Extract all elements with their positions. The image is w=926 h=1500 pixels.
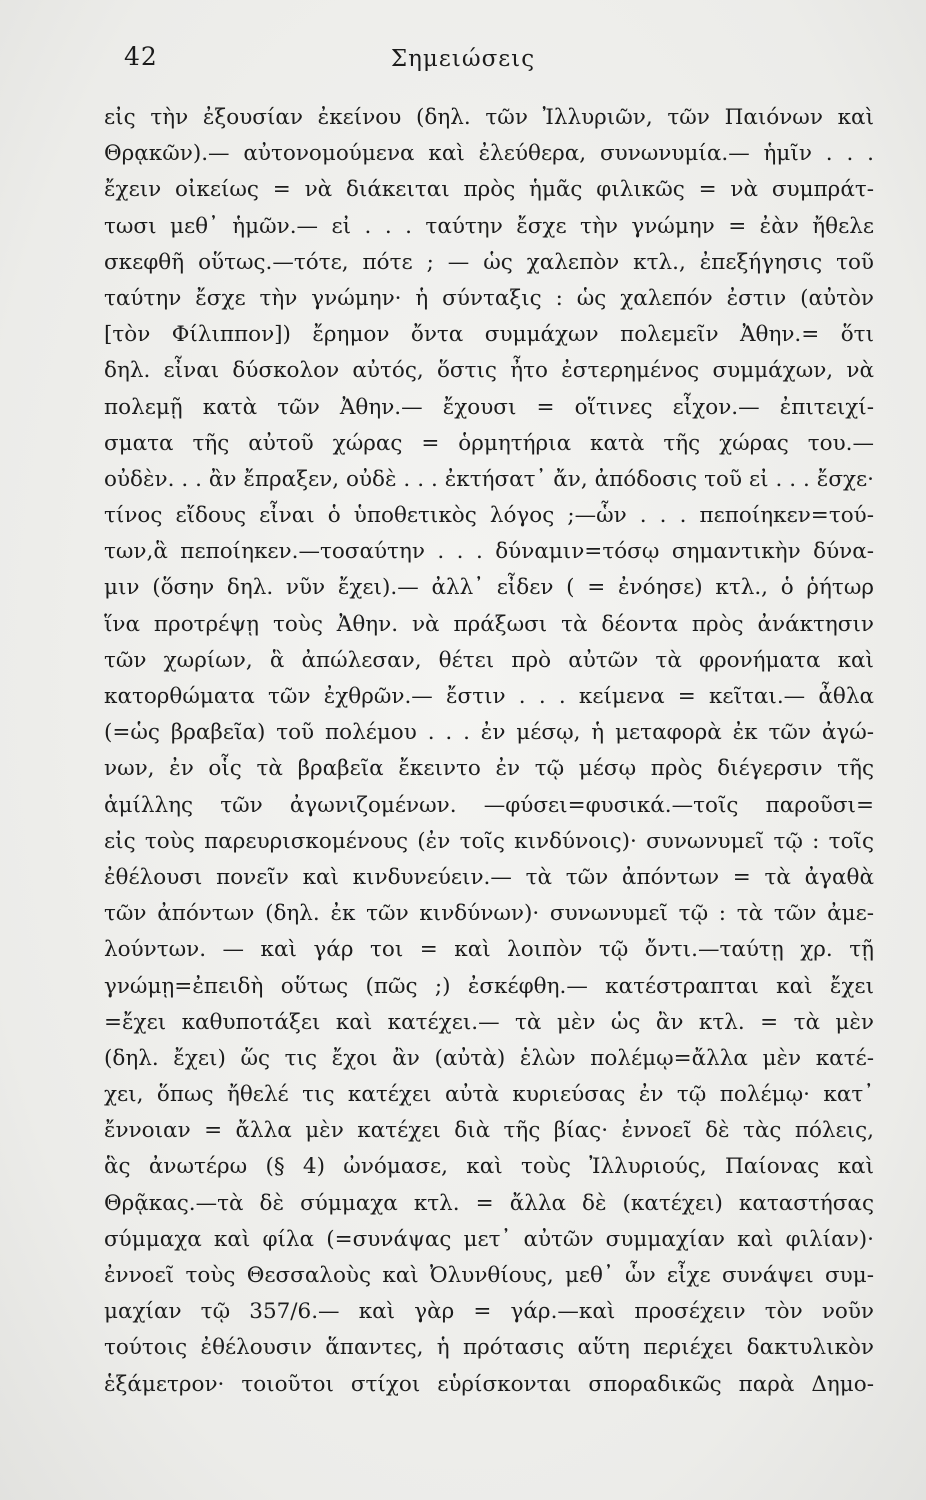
text-line: νων, ἐν οἷς τὰ βραβεῖα ἔκειντο ἐν τῷ μέσῳ πρὸς διέγερσιν τῆς bbox=[104, 756, 874, 782]
text-line: [τὸν Φίλιππον]) ἔρημον ὄντα συμμάχων πολεμεῖν Ἀθην.= ὅτι bbox=[104, 322, 874, 348]
text-line: χει, ὅπως ἤθελέ τις κατέχει αὐτὰ κυριεύσας ἐν τῷ πολέμῳ· κατ᾽ bbox=[104, 1082, 874, 1108]
text-line: πολεμῇ κατὰ τῶν Ἀθην.— ἔχουσι = οἵτινες εἶχον.— ἐπιτειχί- bbox=[104, 394, 874, 420]
text-line: ἐννοεῖ τοὺς Θεσσαλοὺς καὶ Ὀλυνθίους, μεθ᾽ ὧν εἶχε συνάψει συμ- bbox=[104, 1263, 874, 1288]
text-line: των,ἃ πεποίηκεν.—τοσαύτην . . . δύναμιν=τόσῳ σημαντικὴν δύνα- bbox=[104, 539, 874, 565]
notes-body bbox=[104, 100, 874, 1403]
text-line: τούτοις ἐθέλουσιν ἅπαντες, ἡ πρότασις αὕτη περιέχει δακτυλικὸν bbox=[104, 1335, 874, 1361]
page-header bbox=[0, 36, 926, 76]
page-number: 42 bbox=[124, 42, 158, 71]
text-line: ἁμίλλης τῶν ἀγωνιζομένων. —φύσει=φυσικά.—τοῖς παροῦσι= bbox=[104, 792, 874, 818]
text-line: ἐθέλουσι πονεῖν καὶ κινδυνεύειν.— τὰ τῶν ἀπόντων = τὰ ἀγαθὰ bbox=[104, 864, 874, 890]
text-line: Θρᾷκας.—τὰ δὲ σύμμαχα κτλ. = ἄλλα δὲ (κατέχει) καταστήσας bbox=[104, 1190, 874, 1216]
text-line: σύμμαχα καὶ φίλα (=συνάψας μετ᾽ αὐτῶν συμμαχίαν καὶ φιλίαν)· bbox=[104, 1226, 874, 1252]
text-line: τίνος εἴδους εἶναι ὁ ὑποθετικὸς λόγος ;—ὧν . . . πεποίηκεν=τού- bbox=[104, 503, 874, 529]
text-line: =ἔχει καθυποτάξει καὶ κατέχει.— τὰ μὲν ὡς ἂν κτλ. = τὰ μὲν bbox=[104, 1009, 874, 1035]
text-line: ἃς ἀνωτέρω (§ 4) ὠνόμασε, καὶ τοὺς Ἰλλυριούς, Παίονας καὶ bbox=[104, 1154, 874, 1180]
text-line: εἰς τὴν ἐξουσίαν ἐκείνου (δηλ. τῶν Ἰλλυριῶν, τῶν Παιόνων καὶ bbox=[104, 105, 874, 130]
text-line: τωσι μεθ᾽ ἡμῶν.— εἰ . . . ταύτην ἔσχε τὴν γνώμην = ἐὰν ἤθελε bbox=[104, 213, 874, 239]
text-line: ἔχειν οἰκείως = νὰ διάκειται πρὸς ἡμᾶς φιλικῶς = νὰ συμπράτ- bbox=[104, 177, 874, 203]
text-line: σματα τῆς αὐτοῦ χώρας = ὁρμητήρια κατὰ τῆς χώρας του.— bbox=[104, 430, 874, 456]
text-line: (=ὡς βραβεῖα) τοῦ πολέμου . . . ἐν μέσῳ, ἡ μεταφορὰ ἐκ τῶν ἀγώ- bbox=[104, 720, 874, 746]
text-line: οὐδὲν. . . ἂν ἔπραξεν, οὐδὲ . . . ἐκτήσατ᾽ ἄν, ἀπόδοσις τοῦ εἰ . . . ἔσχε· bbox=[104, 466, 874, 492]
text-line: ἑξάμετρον· τοιοῦτοι στίχοι εὑρίσκονται σποραδικῶς παρὰ Δημο- bbox=[104, 1371, 874, 1397]
text-line: τῶν χωρίων, ἃ ἀπώλεσαν, θέτει πρὸ αὐτῶν τὰ φρονήματα καὶ bbox=[104, 647, 874, 673]
text-line: ταύτην ἔσχε τὴν γνώμην· ἡ σύνταξις : ὡς χαλεπόν ἐστιν (αὐτὸν bbox=[104, 285, 874, 311]
text-line: ἔννοιαν = ἄλλα μὲν κατέχει διὰ τῆς βίας· ἐννοεῖ δὲ τὰς πόλεις, bbox=[104, 1118, 874, 1144]
text-line: ἵνα προτρέψῃ τοὺς Ἀθην. νὰ πράξωσι τὰ δέοντα πρὸς ἀνάκτησιν bbox=[104, 611, 874, 637]
text-line: σκεφθῆ οὕτως.—τότε, πότε ; — ὡς χαλεπὸν κτλ., ἐπεξήγησις τοῦ bbox=[104, 249, 874, 275]
text-line: μαχίαν τῷ 357/6.— καὶ γὰρ = γάρ.—καὶ προσέχειν τὸν νοῦν bbox=[104, 1299, 874, 1325]
text-line: γνώμῃ=ἐπειδὴ οὕτως (πῶς ;) ἐσκέφθη.— κατέστραπται καὶ ἔχει bbox=[104, 973, 874, 999]
text-line: Θρᾳκῶν).— αὐτονομούμενα καὶ ἐλεύθερα, συνωνυμία.— ἡμῖν . . . bbox=[104, 141, 874, 167]
text-line: μιν (ὅσην δηλ. νῦν ἔχει).— ἀλλ᾽ εἶδεν ( = ἐνόησε) κτλ., ὁ ῥήτωρ bbox=[104, 575, 874, 601]
text-line: λούντων. — καὶ γάρ τοι = καὶ λοιπὸν τῷ ὄντι.—ταύτῃ χρ. τῇ bbox=[104, 937, 874, 963]
text-line: κατορθώματα τῶν ἐχθρῶν.— ἔστιν . . . κείμενα = κεῖται.— ἆθλα bbox=[104, 684, 874, 709]
text-line: (δηλ. ἔχει) ὥς τις ἔχοι ἂν (αὐτὰ) ἑλὼν πολέμῳ=ἄλλα μὲν κατέ- bbox=[104, 1045, 874, 1071]
text-line: εἰς τοὺς παρευρισκομένους (ἐν τοῖς κινδύνοις)· συνωνυμεῖ τῷ : τοῖς bbox=[104, 828, 874, 854]
text-line: δηλ. εἶναι δύσκολον αὐτός, ὅστις ἦτο ἐστερημένος συμμάχων, νὰ bbox=[104, 358, 874, 384]
text-line: τῶν ἀπόντων (δηλ. ἐκ τῶν κινδύνων)· συνωνυμεῖ τῷ : τὰ τῶν ἀμε- bbox=[104, 901, 874, 927]
running-title: Σημειώσεις bbox=[390, 46, 536, 72]
